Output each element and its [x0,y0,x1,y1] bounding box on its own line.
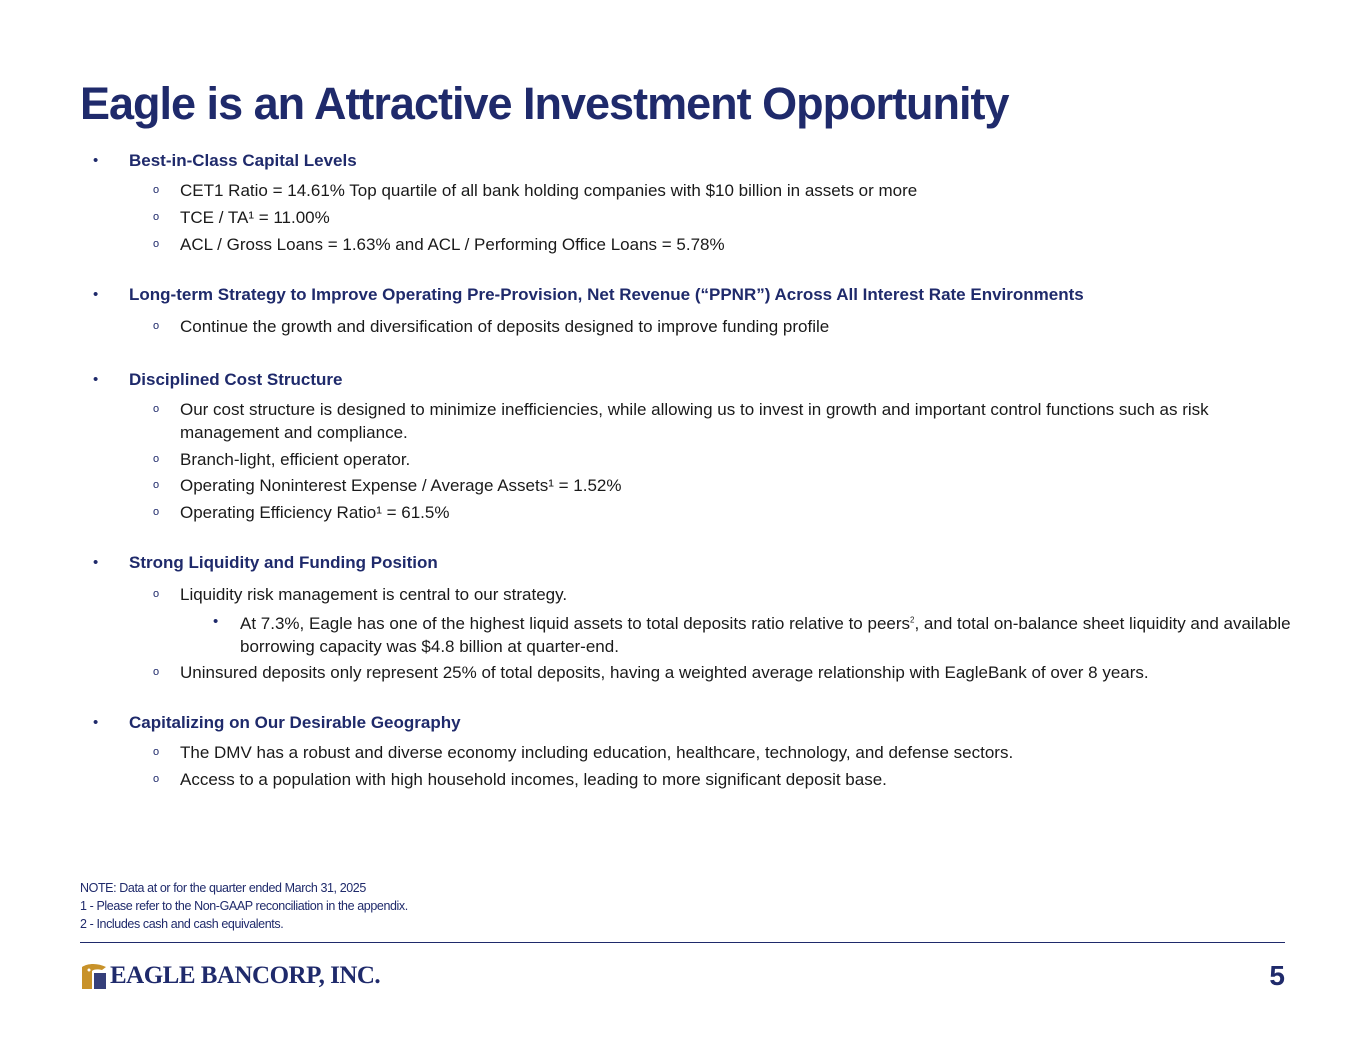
company-logo [80,960,380,992]
eagle-head-icon [80,961,108,991]
list-item: ACL / Gross Loans = 1.63% and ACL / Performing Office Loans = 5.78% [180,235,725,254]
list-item-nested-part: , and total on-balance sheet liquidity and available borrowing capacity was $4.8 billion at quarter-end. [240,614,1291,656]
sub-bullet-marker: o [153,238,160,250]
section-heading-capital: Best-in-Class Capital Levels [129,151,357,170]
bullet-marker: • [93,371,99,388]
section-heading-liquidity: Strong Liquidity and Funding Position [129,553,438,572]
section-heading-strategy: Long-term Strategy to Improve Operating Pre-Provision, Net Revenue (“PPNR”) Across All Interest Rate Environments [129,285,1084,304]
list-item: Uninsured deposits only represent 25% of total deposits, having a weighted average relationship with EagleBank of over 8 years. [180,663,1149,682]
list-item-nested-part: At 7.3%, Eagle has one of the highest liquid assets to total deposits ratio relative to peers [240,614,911,633]
footnote-line: NOTE: Data at or for the quarter ended March 31, 2025 [80,881,366,895]
footnotes [80,879,408,933]
sub-bullet-marker: o [153,320,160,332]
sub-bullet-marker: o [153,403,160,415]
sub-bullet-marker: o [153,773,160,785]
list-item: Our cost structure is designed to minimize inefficiencies, while allowing us to invest in growth and important control functions such as risk management and compliance. [180,400,1209,442]
list-item: The DMV has a robust and diverse economy including education, healthcare, technology, and defense sectors. [180,743,1014,762]
page-title: Eagle is an Attractive Investment Opportunity [80,78,1009,129]
footer-divider [80,942,1285,943]
sub-bullet-marker: o [153,746,160,758]
sub-bullet-marker: o [153,211,160,223]
bullet-marker: • [93,554,99,571]
footnote-ref: 2 [910,615,915,625]
list-item: Branch-light, efficient operator. [180,450,411,469]
sub-bullet-marker: o [153,184,160,196]
bullet-marker: • [93,286,99,303]
bullet-marker: • [93,714,99,731]
list-item-nested [240,612,1295,658]
sub-bullet-marker: o [153,588,160,600]
list-item: Continue the growth and diversification of deposits designed to improve funding profile [180,317,830,336]
list-item: Operating Efficiency Ratio¹ = 61.5% [180,503,450,522]
sub-bullet-marker: o [153,666,160,678]
list-item: TCE / TA¹ = 11.00% [180,208,330,227]
section-heading-geography: Capitalizing on Our Desirable Geography [129,713,461,732]
page-number: 5 [1269,960,1285,991]
sub-bullet-marker: o [153,506,160,518]
list-item: Access to a population with high household incomes, leading to more significant deposit base. [180,770,887,789]
sub-sub-bullet-marker: • [213,613,219,630]
footnote-line: 1 - Please refer to the Non-GAAP reconciliation in the appendix. [80,899,408,913]
list-item: CET1 Ratio = 14.61% Top quartile of all bank holding companies with $10 billion in assets or more [180,181,918,200]
footnote-line: 2 - Includes cash and cash equivalents. [80,917,284,931]
list-item: Liquidity risk management is central to our strategy. [180,585,568,604]
sub-bullet-marker: o [153,479,160,491]
sub-bullet-marker: o [153,453,160,465]
section-heading-cost: Disciplined Cost Structure [129,370,343,389]
bullet-marker: • [93,152,99,169]
list-item: Operating Noninterest Expense / Average Assets¹ = 1.52% [180,476,622,495]
logo-wordmark: EAGLE BANCORP, INC. [110,962,381,989]
